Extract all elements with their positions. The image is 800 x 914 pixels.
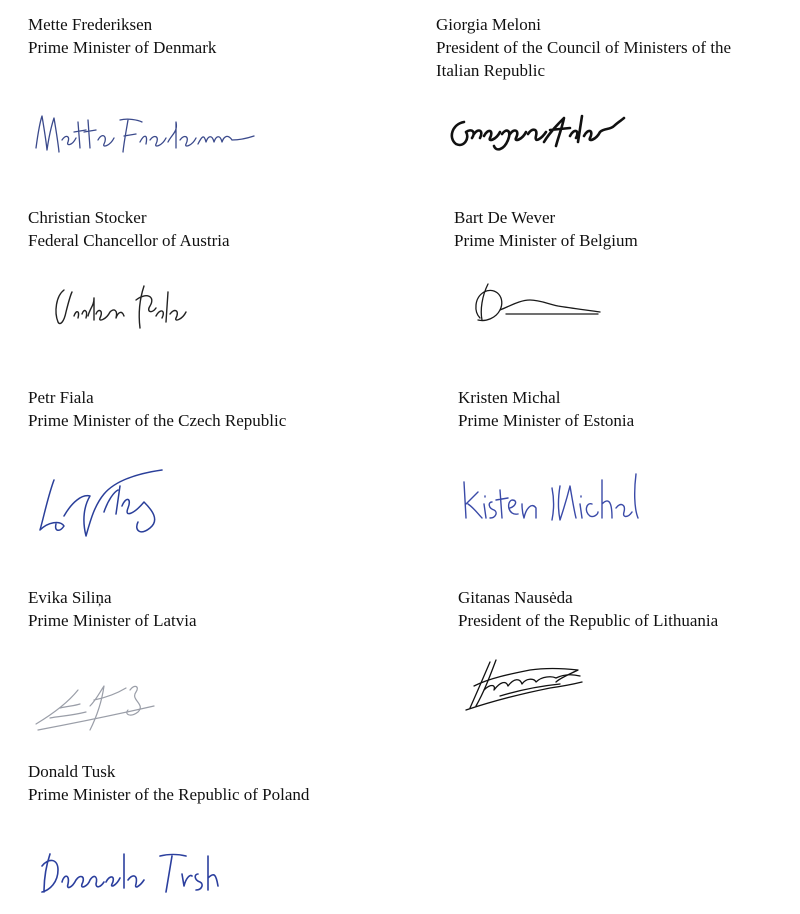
signatory-title: President of the Council of Ministers of the Italian Republic bbox=[436, 38, 732, 80]
signatory-block-denmark bbox=[28, 13, 216, 59]
signature-belgium bbox=[470, 278, 610, 326]
signatory-name: Evika Siliņa bbox=[28, 588, 112, 607]
signatory-block-austria bbox=[28, 206, 230, 252]
signatory-name: Christian Stocker bbox=[28, 208, 147, 227]
signature-czech bbox=[34, 466, 174, 546]
signatory-block-belgium bbox=[454, 206, 638, 252]
signatory-name: Gitanas Nausėda bbox=[458, 588, 573, 607]
signatory-block-czech bbox=[28, 386, 286, 432]
signature-poland bbox=[36, 844, 236, 900]
signatory-title: Prime Minister of Denmark bbox=[28, 38, 217, 57]
signatory-name: Petr Fiala bbox=[28, 388, 94, 407]
signatory-block-poland bbox=[28, 760, 309, 806]
signature-austria bbox=[52, 282, 202, 332]
signatory-title: Prime Minister of the Czech Republic bbox=[28, 411, 287, 430]
signatory-title: Prime Minister of Belgium bbox=[454, 231, 638, 250]
signatory-block-latvia bbox=[28, 586, 197, 632]
signatory-title: Prime Minister of Latvia bbox=[28, 611, 197, 630]
signature-italy bbox=[446, 108, 626, 156]
signatory-title: Federal Chancellor of Austria bbox=[28, 231, 230, 250]
signature-latvia bbox=[30, 676, 170, 736]
signatory-title: President of the Republic of Lithuania bbox=[458, 611, 719, 630]
signatory-block-estonia bbox=[458, 386, 634, 432]
signatory-block-italy bbox=[436, 13, 776, 82]
signatory-title: Prime Minister of Estonia bbox=[458, 411, 635, 430]
signatory-name: Bart De Wever bbox=[454, 208, 556, 227]
signature-estonia bbox=[456, 468, 646, 526]
signatory-name: Donald Tusk bbox=[28, 762, 116, 781]
signatory-block-lithuania bbox=[458, 586, 718, 632]
signatory-name: Mette Frederiksen bbox=[28, 15, 153, 34]
signatory-name: Kristen Michal bbox=[458, 388, 561, 407]
signature-lithuania bbox=[460, 656, 590, 714]
signature-denmark bbox=[28, 108, 258, 160]
signatory-title: Prime Minister of the Republic of Poland bbox=[28, 785, 310, 804]
signatory-name: Giorgia Meloni bbox=[436, 15, 541, 34]
